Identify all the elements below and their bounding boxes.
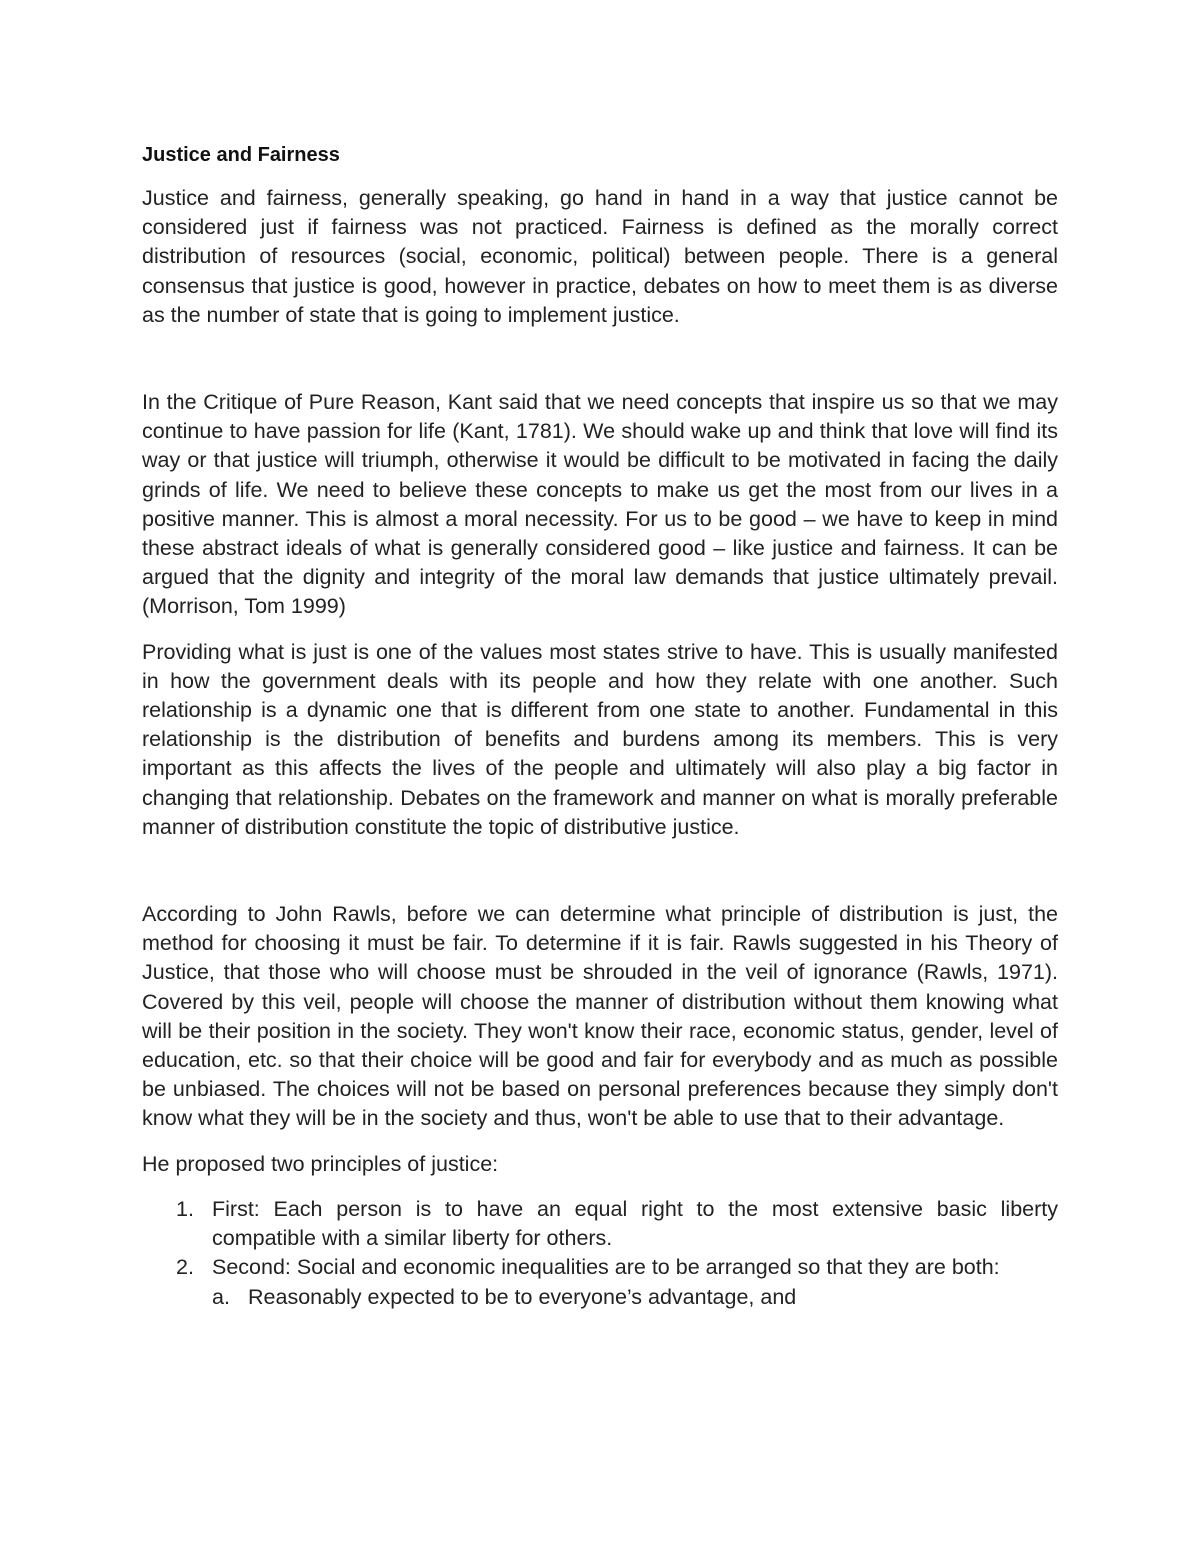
list-item-text: First: Each person is to have an equal right to the most extensive basic liberty compatible with a similar liberty for others. (212, 1196, 1058, 1251)
list-item (142, 1195, 1058, 1253)
spacer (142, 842, 1058, 900)
spacer (142, 1134, 1058, 1150)
list-item-number: 2. (176, 1255, 194, 1280)
paragraph-intro: Justice and fairness, generally speaking, go hand in hand in a way that justice cannot be considered just if fairness was not practiced. Fairness is defined as the morally correct distribution of resources (social, economic, political) between people. There is a general consensus that justice is good, however in practice, debates on how to meet them is as diverse as the number of state that is going to implement justice. (142, 186, 1058, 327)
sublist (212, 1283, 1058, 1312)
spacer (142, 1179, 1058, 1195)
paragraph-distribution: Providing what is just is one of the values most states strive to have. This is usually manifested in how the government deals with its people and how they relate with one another. Such relationship is a dynamic one that is different from one state to another. Fundamental in this relationship is the distribution of benefits and burdens among its members. This is very important as this affects the lives of the people and ultimately will also play a big factor in changing that relationship. Debates on the framework and manner on what is morally preferable manner of distribution constitute the topic of distributive justice. (142, 639, 1058, 839)
list-item (142, 1253, 1058, 1311)
principles-list (142, 1195, 1058, 1312)
sublist-item (212, 1283, 1058, 1312)
spacer (142, 330, 1058, 388)
document-page (142, 138, 1058, 1312)
paragraph-rawls: According to John Rawls, before we can determine what principle of distribution is just, the method for choosing it must be fair. To determine if it is fair. Rawls suggested in his Theory of Justice, that those who will choose must be shrouded in the veil of ignorance (Rawls, 1971). Covered by this veil, people will choose the manner of distribution without them knowing what will be their position in the society. They won't know their race, economic status, gender, level of education, etc. so that their choice will be good and fair for everybody and as much as possible be unbiased. The choices will not be based on personal preferences because they simply don't know what they will be in the society and thus, won't be able to use that to their advantage. (142, 902, 1058, 1131)
sublist-item-letter: a. (212, 1284, 230, 1309)
list-item-number: 1. (176, 1196, 194, 1221)
paragraph-principles-intro: He proposed two principles of justice: (142, 1151, 499, 1176)
sublist-item-text: Reasonably expected to be to everyone’s advantage, and (248, 1284, 797, 1309)
list-item-text: Second: Social and economic inequalities are to be arranged so that they are both: (212, 1255, 1000, 1280)
paragraph-kant: In the Critique of Pure Reason, Kant said that we need concepts that inspire us so that we may continue to have passion for life (Kant, 1781). We should wake up and think that love will find its way or that justice will triumph, otherwise it would be difficult to be motivated in facing the daily grinds of life. We need to believe these concepts to make us get the most from our lives in a positive manner. This is almost a moral necessity. For us to be good – we have to keep in mind these abstract ideals of what is generally considered good – like justice and fairness. It can be argued that the dignity and integrity of the moral law demands that justice ultimately prevail. (Morrison, Tom 1999) (142, 390, 1058, 619)
document-title: Justice and Fairness (142, 144, 340, 166)
spacer (142, 622, 1058, 638)
